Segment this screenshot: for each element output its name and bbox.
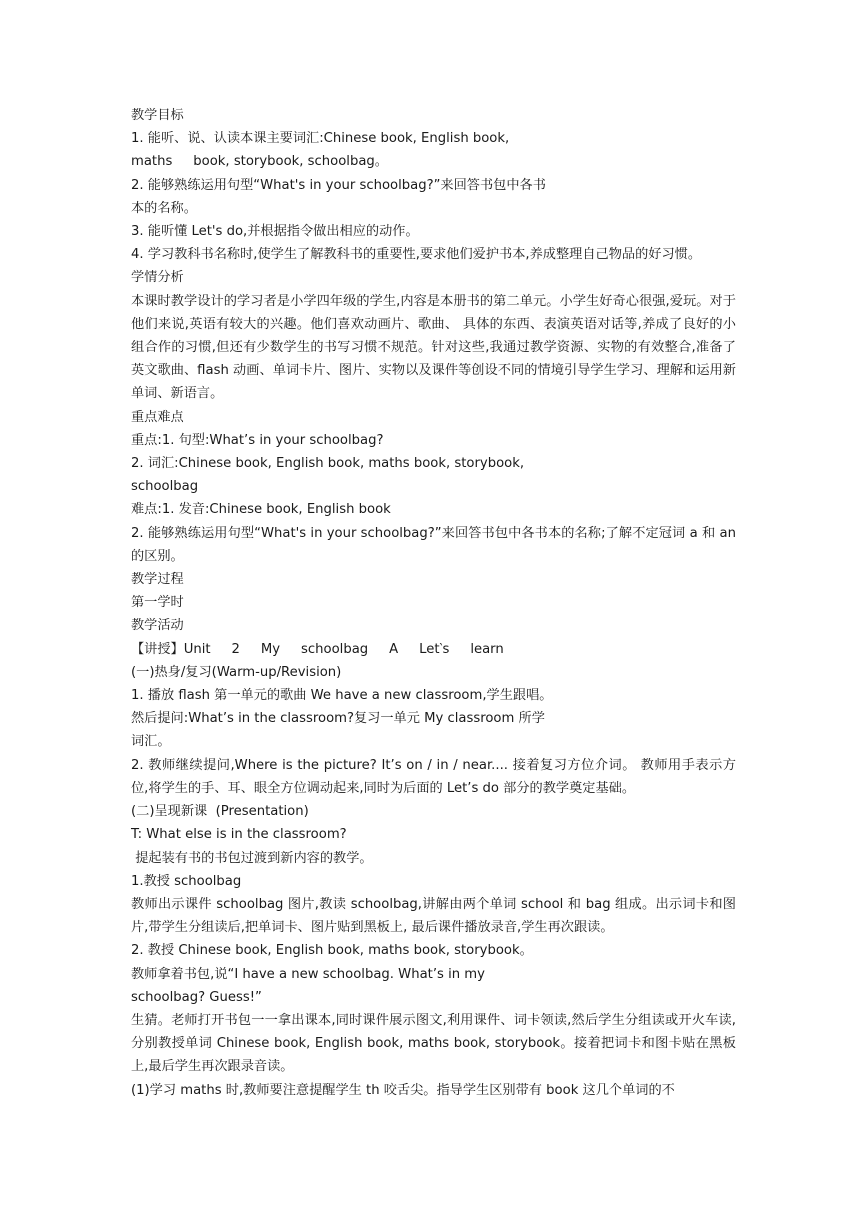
heading-analysis: 学情分析 (131, 270, 184, 286)
goal-3: 3. 能听懂 Let's do,并根据指令做出相应的动作。 (131, 224, 419, 240)
warmup-step-2: 2. 教师继续提问,Where is the picture? It’s on / in / near.... 接着复习方位介词。 教师用手表示方位,将学生的手、耳、眼全方位调动起来,同时为后面的 Let’s do 部分的教学奠定基础。 (131, 757, 736, 796)
goal-1-line-2: maths book, storybook, schoolbag。 (131, 154, 388, 170)
heading-activities: 教学活动 (131, 618, 184, 634)
teach-schoolbag-paragraph: 教师出示课件 schoolbag 图片,教读 schoolbag,讲解由两个单词 school 和 bag 组成。出示词卡和图片,带学生分组读后,把单词卡、图片贴到黑板上, 最后课件播放录音,学生再次跟读。 (131, 896, 736, 936)
heading-first-lesson: 第一学时 (131, 595, 184, 611)
key-point-2-line-2: schoolbag (131, 479, 199, 495)
document-body (131, 104, 736, 1102)
lesson-title: 【讲授】Unit 2 My schoolbag A Let‵s learn (131, 641, 504, 657)
transition-line: 提起装有书的书包过渡到新内容的教学。 (131, 850, 373, 866)
teach-books-heading: 2. 教授 Chinese book, English book, maths book, storybook。 (131, 943, 533, 959)
teach-schoolbag-heading: 1.教授 schoolbag (131, 873, 242, 889)
warmup-step-1-end: 词汇。 (131, 734, 171, 750)
heading-process: 教学过程 (131, 572, 184, 588)
goal-1-line-1: 1. 能听、说、认读本课主要词汇:Chinese book, English book, (131, 131, 510, 147)
goal-2-line-1: 2. 能够熟练运用句型“What's in your schoolbag?”来回答书包中各书 (131, 177, 546, 193)
warmup-step-1: 1. 播放 flash 第一单元的歌曲 We have a new classroom,学生跟唱。 (131, 688, 553, 704)
analysis-paragraph: 本课时教学设计的学习者是小学四年级的学生,内容是本册书的第二单元。小学生好奇心很强,爱玩。对于他们来说,英语有较大的兴趣。他们喜欢动画片、歌曲、 具体的东西、表演英语对话等,养成了良好的小组合作的习惯,但还有少数学生的书写习惯不规范。针对这些,我通过教学资源、实物的有效整合,准备了英文歌曲、flash 动画、单词卡片、图片、实物以及课件等创设不同的情境引导学生学习、理解和运用新单词、新语言。 (131, 293, 736, 402)
heading-key-points: 重点难点 (131, 409, 184, 425)
teacher-says-line-2: schoolbag? Guess!” (131, 989, 262, 1005)
maths-note: (1)学习 maths 时,教师要注意提醒学生 th 咬舌尖。指导学生区别带有 book 这几个单词的不 (131, 1082, 675, 1098)
goal-2-line-2: 本的名称。 (131, 200, 197, 216)
warmup-step-1-cont: 然后提问:What’s in the classroom?复习一单元 My classroom 所学 (131, 711, 545, 727)
key-point-1: 重点:1. 句型:What’s in your schoolbag? (131, 432, 384, 448)
goal-4: 4. 学习教科书名称时,使学生了解教科书的重要性,要求他们爱护书本,养成整理自己物品的好习惯。 (131, 247, 702, 263)
difficult-point-2: 2. 能够熟练运用句型“What's in your schoolbag?”来回答书包中各书本的名称;了解不定冠词 a 和 an 的区别。 (131, 525, 736, 564)
section-presentation: (二)呈现新课 (Presentation) (131, 804, 309, 820)
guess-paragraph: 生猜。老师打开书包一一拿出课本,同时课件展示图文,利用课件、词卡领读,然后学生分组读或开火车读,分别教授单词 Chinese book, English book, maths book, storybook。接着把词卡和图卡贴在黑板上,最后学生再次跟录音读。 (131, 1012, 736, 1075)
heading-goals: 教学目标 (131, 108, 184, 123)
teacher-question: T: What else is in the classroom? (131, 827, 347, 843)
teacher-says-line-1: 教师拿着书包,说“I have a new schoolbag. What’s in my (131, 966, 485, 982)
key-point-2-line-1: 2. 词汇:Chinese book, English book, maths book, storybook, (131, 456, 525, 472)
difficult-point-1: 难点:1. 发音:Chinese book, English book (131, 502, 391, 518)
section-warmup: (一)热身/复习(Warm-up/Revision) (131, 664, 342, 680)
